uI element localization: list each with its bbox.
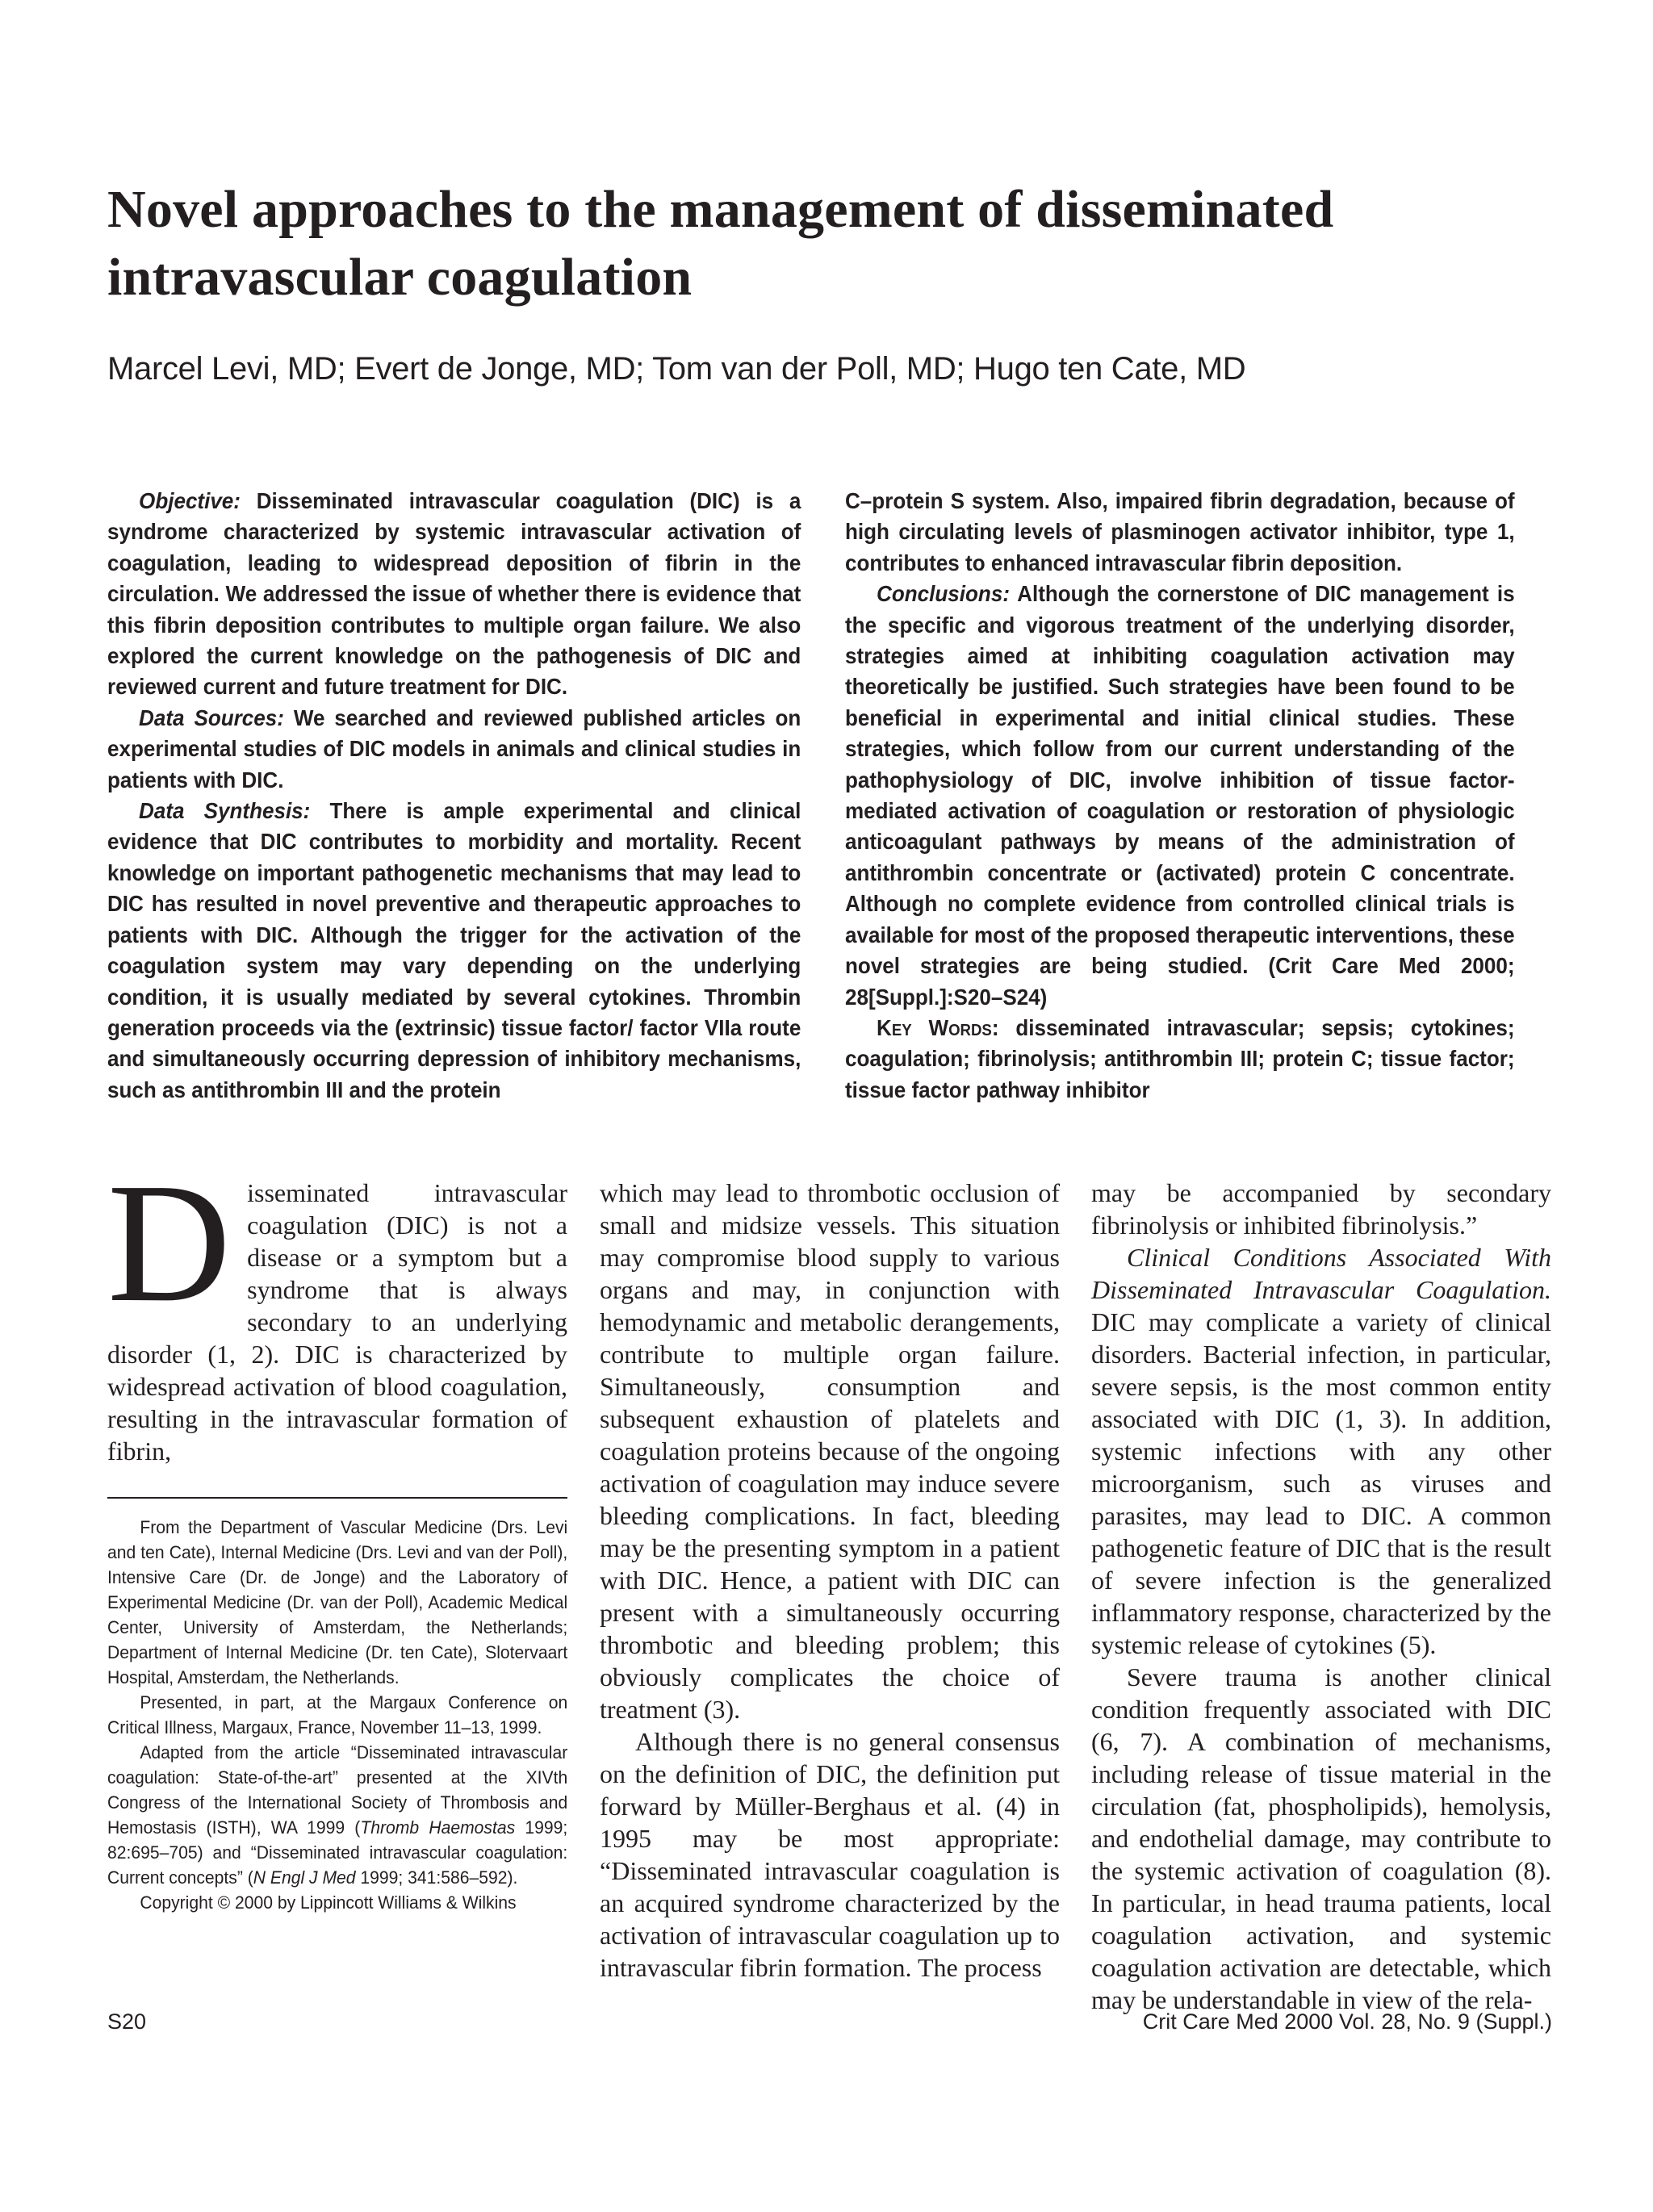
keywords-text: disseminated intravascular; sepsis; cytokines; coagulation; fibrinolysis; antithrombin III; protein C; tissue factor; tissue factor pathway inhibitor xyxy=(845,1014,1515,1102)
body-column-2 xyxy=(600,1177,1060,1984)
intro-paragraph xyxy=(107,1148,567,1467)
abstract-conclusions xyxy=(845,579,1515,1013)
presentation-note: Presented, in part, at the Margaux Conference on Critical Illness, Margaux, France, November 11–13, 1999. xyxy=(107,1692,568,1737)
abstract-data-sources xyxy=(107,703,801,796)
adaptation-note xyxy=(107,1740,567,1890)
abstract-left-column xyxy=(107,486,801,1106)
footnote-rule xyxy=(107,1497,567,1499)
data-synthesis-continued: C–protein S system. Also, impaired fibrin degradation, because of high circulating levels of plasminogen activator inhibitor, type 1, contributes to enhanced intravascular fibrin deposition. xyxy=(845,488,1515,575)
copyright-note: Copyright © 2000 by Lippincott Williams & Wilkins xyxy=(140,1892,517,1913)
footnotes xyxy=(107,1515,567,1915)
article-title: Novel approaches to the management of disseminated intravascular coagulation xyxy=(107,180,1334,307)
objective-text: Disseminated intravascular coagulation (DIC) is a syndrome characterized by systemic intravascular activation of coagulation, leading to widespread deposition of fibrin in the circulation. We addressed the issue of whether there is evidence that this fibrin deposition contributes to multiple organ failure. We also explored the current knowledge on the pathogenesis of DIC and reviewed current and future treatment for DIC. xyxy=(107,488,801,700)
journal-footer: Crit Care Med 2000 Vol. 28, No. 9 (Suppl.) xyxy=(1142,2009,1552,2034)
keywords-label: Key Words: xyxy=(877,1014,999,1040)
adaptation-text-a: Adapted from the article “Disseminated intravascular coagulation: State-of-the-art” presented at the XIVth Congress of the International Society of Thrombosis and Hemostasis (ISTH), WA 1999 ( xyxy=(107,1742,568,1838)
abstract-objective xyxy=(107,486,801,703)
abstract-right-column xyxy=(845,486,1515,1106)
page-number: S20 xyxy=(107,2009,147,2034)
adaptation-text-c: 1999; 341:586–592). xyxy=(355,1867,518,1888)
journal-name-2: N Engl J Med xyxy=(253,1867,356,1888)
data-sources-text: We searched and reviewed published articles on experimental studies of DIC models in animals and clinical studies in patients with DIC. xyxy=(107,705,801,792)
journal-name-1: Thromb Haemostas xyxy=(360,1817,516,1838)
body-paragraph: which may lead to thrombotic occlusion of small and midsize vessels. This situation may compromise blood supply to various organs and may, in conjunction with hemodynamic and metabolic derangements, contribute to multiple organ failure. Simultaneously, consumption and subsequent exhaustion of platelets and coagulation proteins because of the ongoing activation of coagulation may induce severe bleeding complications. In fact, bleeding may be the presenting symptom in a patient with DIC. Hence, a patient with DIC can present with a simultaneously occurring thrombotic and bleeding problem; this obviously complicates the choice of treatment (3). xyxy=(600,1178,1060,1724)
data-sources-label: Data Sources: xyxy=(139,705,284,730)
section-subheading: Clinical Conditions Associated With Disseminated Intravascular Coagulation. xyxy=(1091,1243,1551,1304)
body-column-3 xyxy=(1091,1177,1551,2016)
data-synthesis-label: Data Synthesis: xyxy=(139,798,311,824)
affiliation-note: From the Department of Vascular Medicine (Drs. Levi and ten Cate), Internal Medicine (Drs. Levi and van der Poll), Intensive Care (Dr. de Jonge) and the Laboratory of Experimental Medicine (Dr. van der Poll), Academic Medical Center, University of Amsterdam, the Netherlands; Department of Internal Medicine (Dr. ten Cate), Slotervaart Hospital, Amsterdam, the Netherlands. xyxy=(107,1517,568,1687)
conclusions-label: Conclusions: xyxy=(877,581,1010,607)
intro-text: isseminated intravascular coagulation (DIC) is not a disease or a symptom but a syndrome that is always secondary to an underlying disorder (1, 2). DIC is characterized by widespread activation of blood coagulation, resulting in the intravascular formation of fibrin, xyxy=(107,1178,567,1466)
body-paragraph: may be accompanied by secondary fibrinolysis or inhibited fibrinolysis.” xyxy=(1091,1178,1551,1240)
drop-cap: D xyxy=(107,1148,232,1337)
abstract-keywords xyxy=(845,1013,1515,1106)
section-text: DIC may complicate a variety of clinical disorders. Bacterial infection, in particular, severe sepsis, is the most common entity associated with DIC (1, 3). In addition, systemic infections with any other microorganism, such as viruses and parasites, may lead to DIC. A common pathogenetic feature of DIC that is the result of severe infection is the generalized inflammatory response, characterized by the systemic release of cytokines (5). xyxy=(1091,1307,1551,1659)
objective-label: Objective: xyxy=(139,488,241,513)
body-column-1 xyxy=(107,1148,567,1467)
conclusions-text: Although the cornerstone of DIC management is the specific and vigorous treatment of the underlying disorder, strategies aimed at inhibiting coagulation activation may theoretically be justified. Such strategies have been found to be beneficial in experimental and initial clinical studies. These strategies, which follow from our current understanding of the pathophysiology of DIC, involve inhibition of tissue factor-mediated activation of coagulation or restoration of physiologic anticoagulant pathways by means of the administration of antithrombin concentrate or (activated) protein C concentrate. Although no complete evidence from controlled clinical trials is available for most of the proposed therapeutic interventions, these novel strategies are being studied. (Crit Care Med 2000; 28[Suppl.]:S20–S24) xyxy=(845,581,1515,1010)
author-list: Marcel Levi, MD; Evert de Jonge, MD; Tom van der Poll, MD; Hugo ten Cate, MD xyxy=(107,351,1246,387)
clinical-conditions-paragraph xyxy=(1091,1241,1551,1661)
body-paragraph: Although there is no general consensus on the definition of DIC, the definition put forward by Müller-Berghaus et al. (4) in 1995 may be most appropriate: “Disseminated intravascular coagulation is an acquired syndrome characterized by the activation of intravascular coagulation up to intravascular fibrin formation. The process xyxy=(600,1727,1060,1982)
data-synthesis-text: There is ample experimental and clinical evidence that DIC contributes to morbidity and mortality. Recent knowledge on important pathogenetic mechanisms that may lead to DIC has resulted in novel preventive and therapeutic approaches to patients with DIC. Although the trigger for the activation of the coagulation system may vary depending on the underlying condition, it is usually mediated by several cytokines. Thrombin generation proceeds via the (extrinsic) tissue factor/ factor VIIa route and simultaneously occurring depression of inhibitory mechanisms, such as antithrombin III and the protein xyxy=(107,798,801,1102)
body-paragraph: Severe trauma is another clinical condition frequently associated with DIC (6, 7). A combination of mechanisms, including release of tissue material in the circulation (fat, phospholipids), hemolysis, and endothelial damage, may contribute to the systemic activation of coagulation (8). In particular, in head trauma patients, local coagulation activation, and systemic coagulation activation are detectable, which may be understandable in view of the rela- xyxy=(1091,1662,1551,2014)
abstract-data-synthesis xyxy=(107,796,801,1106)
adaptation-text-b: 1999; 82:695–705) and “Disseminated intravascular coagulation: Current concepts” ( xyxy=(107,1817,568,1888)
